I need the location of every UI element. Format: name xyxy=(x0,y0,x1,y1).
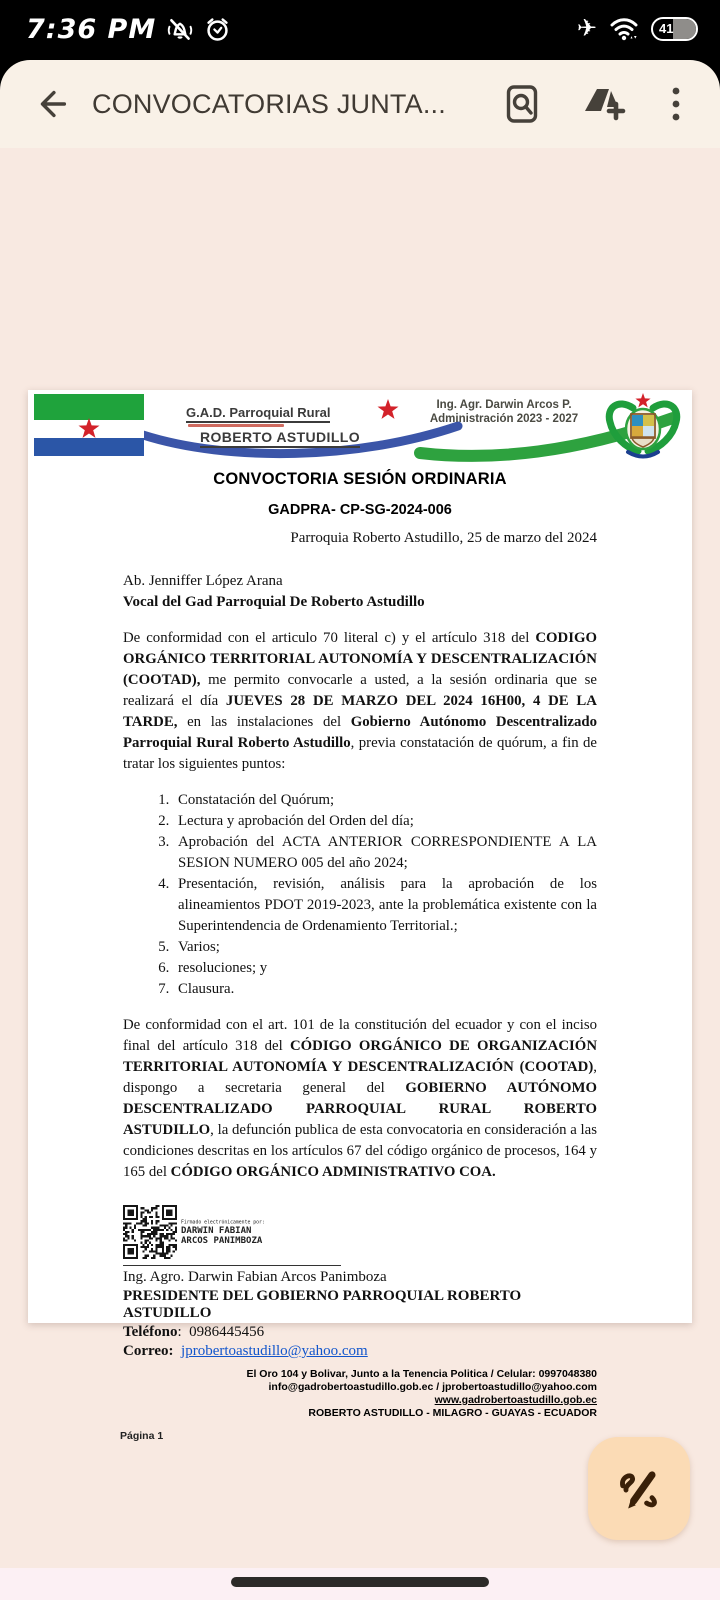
document-reference: GADPRA- CP-SG-2024-006 xyxy=(268,502,452,518)
letterhead xyxy=(28,392,692,462)
agenda-item: 4. Presentación, revisión, análisis para la aprobación de los alineamientos PDOT 2019-2023, ante la problemática existente con la Superintendencia de Ordenamiento Territorial.; xyxy=(173,874,597,937)
email-label: Correo: xyxy=(123,1343,174,1359)
org-name-block xyxy=(186,404,426,448)
org-line2: ROBERTO ASTUDILLO xyxy=(200,429,360,448)
gesture-bar-area xyxy=(0,1568,720,1600)
footer-line: www.gadrobertoastudillo.gob.ec xyxy=(434,1394,597,1406)
find-in-page-icon xyxy=(505,84,539,124)
org-tagline-strip xyxy=(188,424,284,427)
annotate-fab[interactable] xyxy=(588,1437,690,1540)
add-to-drive-button[interactable] xyxy=(578,82,626,126)
app-bar xyxy=(0,60,720,148)
signer-title: PRESIDENTE DEL GOBIERNO PARROQUIAL ROBERTO ASTUDILLO xyxy=(123,1288,522,1321)
notifications-muted-icon xyxy=(166,16,194,44)
footer-line: El Oro 104 y Bolivar, Junto a la Tenencia Politica / Celular: 0997048380 xyxy=(246,1368,597,1380)
esignature-text xyxy=(181,1219,286,1246)
battery-fill xyxy=(673,19,696,39)
footer-line: info@gadrobertoastudillo.gob.ec / jprobertoastudillo@yahoo.com xyxy=(268,1381,597,1393)
arrow-left-icon xyxy=(33,85,71,123)
agenda-item: 7. Clausura. xyxy=(173,979,597,1000)
esignature-name-2: ARCOS PANIMBOZA xyxy=(181,1236,263,1246)
gesture-pill[interactable] xyxy=(231,1577,489,1587)
kebab-menu-icon xyxy=(670,84,682,124)
page-title: CONVOCATORIAS JUNTA... xyxy=(92,88,446,119)
signature-block xyxy=(123,1205,597,1360)
qr-code xyxy=(123,1205,177,1259)
agenda-item: 5. Varios; xyxy=(173,937,597,958)
parish-crest xyxy=(600,392,686,460)
phone-label: Teléfono xyxy=(123,1324,178,1340)
phone-line: Teléfono: 0986445456 xyxy=(123,1324,265,1340)
battery-indicator xyxy=(651,17,698,41)
email-line xyxy=(123,1343,597,1360)
back-button[interactable] xyxy=(30,82,74,126)
parish-flag xyxy=(34,394,144,456)
clock: 7:36 PM xyxy=(26,14,157,45)
document-viewer[interactable] xyxy=(0,148,720,1568)
agenda-item: 1. Constatación del Quórum; xyxy=(173,790,597,811)
date-line: Parroquia Roberto Astudillo, 25 de marzo del 2024 xyxy=(290,530,597,546)
signer-name: Ing. Agro. Darwin Fabian Arcos Panimboza xyxy=(123,1269,387,1285)
phone-number: 0986445456 xyxy=(189,1324,265,1340)
airplane-mode-icon: ✈ xyxy=(576,15,597,42)
agenda-item: 3. Aprobación del ACTA ANTERIOR CORRESPONDIENTE A LA SESION NUMERO 005 del año 2024; xyxy=(173,832,597,874)
agenda-item: 6. resoluciones; y xyxy=(173,958,597,979)
flag-stripe-blue xyxy=(34,438,144,456)
esignature-name-1: DARWIN FABIAN xyxy=(181,1226,252,1236)
org-line1: G.A.D. Parroquial Rural xyxy=(186,405,330,423)
addressee-block xyxy=(123,571,597,613)
paragraph-1: De conformidad con el articulo 70 literal c) y el artículo 318 del CODIGO ORGÁNICO TERRITORIAL AUTONOMÍA Y DESCENTRALIZACIÓN (COOTAD), me permito convocarle a usted, a la sesión ordinaria que se realizará el día JUEVES 28 DE MARZO DEL 2024 16H00, 4 DE LA TARDE, en las instalaciones del Gobierno Autónomo Descentralizado Parroquial Rural Roberto Astudillo, previa constatación de quórum, a fin de tratar los siguientes puntos: xyxy=(123,630,597,772)
drive-add-icon xyxy=(579,84,625,124)
admin-line2: Administración 2023 - 2027 xyxy=(429,413,579,425)
battery-percent: 41 xyxy=(659,21,674,36)
administration-block xyxy=(424,398,584,426)
letter-footer xyxy=(123,1368,597,1420)
addressee-title: Vocal del Gad Parroquial De Roberto Astudillo xyxy=(123,594,425,610)
paragraph-2: De conformidad con el art. 101 de la constitución del ecuador y con el inciso final del artículo 318 del CÓDIGO ORGÁNICO DE ORGANIZACIÓN TERRITORIAL AUTONOMÍA Y DESCENTRALIZACIÓN (COOTAD), dispongo a secretaria general del GOBIERNO AUTÓNOMO DESCENTRALIZADO PARROQUIAL RURAL ROBERTO ASTUDILLO, la defunción publica de esta convocatoria en consideración a las condiciones descritas en los artículos 67 del código orgánico de procesos, 164 y 165 del CÓDIGO ORGÁNICO ADMINISTRATIVO COA. xyxy=(123,1017,598,1180)
flag-star-icon xyxy=(78,417,100,439)
footer-line: ROBERTO ASTUDILLO - MILAGRO - GUAYAS - ECUADOR xyxy=(308,1407,597,1419)
document-heading: CONVOCTORIA SESIÓN ORDINARIA xyxy=(213,470,507,488)
find-in-document-button[interactable] xyxy=(500,82,544,126)
scribble-pen-icon xyxy=(613,1463,665,1515)
status-bar-right xyxy=(577,16,698,42)
esignature xyxy=(123,1205,597,1259)
alarm-clock-icon xyxy=(204,16,231,43)
wifi-icon xyxy=(609,16,639,42)
page-number: Página 1 xyxy=(120,1430,164,1442)
status-bar xyxy=(0,0,720,62)
admin-line1: Ing. Agr. Darwin Arcos P. xyxy=(436,399,572,411)
pdf-page xyxy=(28,390,692,1442)
esignature-caption: Firmado electrónicamente por: xyxy=(181,1219,265,1226)
email-link[interactable]: jprobertoastudillo@yahoo.com xyxy=(181,1343,368,1359)
agenda-item: 2. Lectura y aprobación del Orden del día; xyxy=(173,811,597,832)
addressee-name: Ab. Jenniffer López Arana xyxy=(123,573,283,589)
signature-line xyxy=(123,1265,341,1266)
status-bar-left xyxy=(26,14,231,45)
overflow-menu-button[interactable] xyxy=(658,82,694,126)
agenda-list xyxy=(123,790,597,1000)
